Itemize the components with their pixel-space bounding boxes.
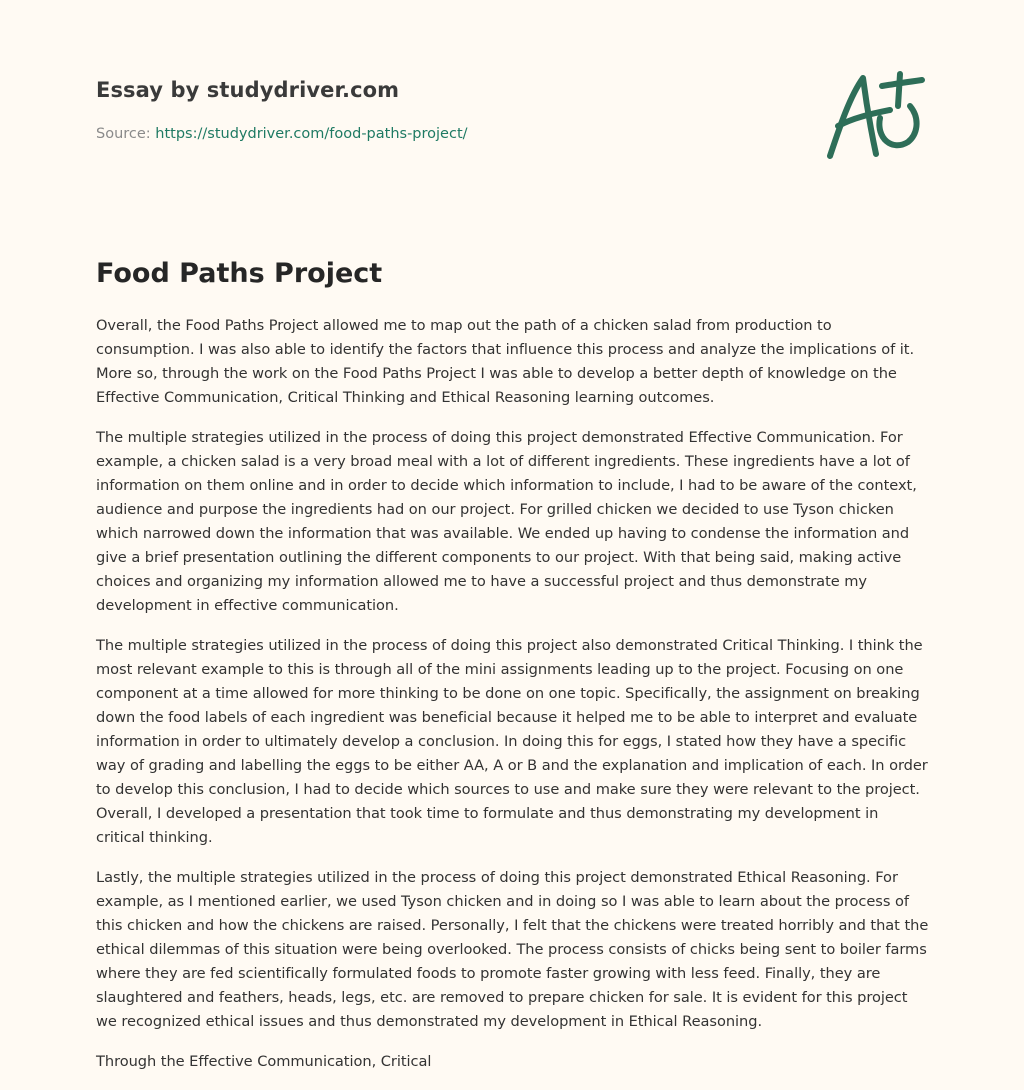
- paragraph: The multiple strategies utilized in the process of doing this project also demonstrated Critical Thinking. I think the most relevant example to this is through all of the mini assignments leading up to the project. Focusing on one component at a time allowed for more thinking to be done on one topic. Specifically, the assignment on breaking down the food labels of each ingredient was beneficial because it helped me to be able to interpret and evaluate information in order to ultimately develop a conclusion. In doing this for eggs, I stated how they have a specific way of grading and labelling the eggs to be either AA, A or B and the explanation and implication of each. In order to develop this conclusion, I had to decide which sources to use and make sure they were relevant to the project. Overall, I developed a presentation that took time to formulate and thus demonstrating my development in critical thinking.: [96, 637, 928, 846]
- paragraph: Through the Effective Communication, Critical: [96, 1053, 432, 1070]
- paragraph: Overall, the Food Paths Project allowed me to map out the path of a chicken salad from production to consumption. I was also able to identify the factors that influence this process and analyze the implications of it. More so, through the work on the Food Paths Project I was able to develop a better depth of knowledge on the Effective Communication, Critical Thinking and Ethical Reasoning learning outcomes.: [96, 317, 915, 406]
- paragraph: The multiple strategies utilized in the process of doing this project demonstrated Effective Communication. For example, a chicken salad is a very broad meal with a lot of different ingredients. These ingredients have a lot of information on them online and in order to decide which information to include, I had to be aware of the context, audience and purpose the ingredients had on our project. For grilled chicken we decided to use Tyson chicken which narrowed down the information that was available. We ended up having to condense the information and give a brief presentation outlining the different components to our project. With that being said, making active choices and organizing my information allowed me to have a successful project and thus demonstrate my development in effective communication.: [96, 429, 917, 614]
- source-label: Source:: [96, 126, 151, 142]
- essay-body: [96, 314, 930, 1090]
- site-brand: Essay by studydriver.com: [96, 78, 400, 102]
- source-link[interactable]: https://studydriver.com/food-paths-project/: [155, 126, 468, 142]
- source-line: [96, 124, 796, 144]
- paragraph: Lastly, the multiple strategies utilized in the process of doing this project demonstrated Ethical Reasoning. For example, as I mentioned earlier, we used Tyson chicken and in doing so I was able to learn about the process of this chicken and how the chickens are raised. Personally, I felt that the chickens were treated horribly and that the ethical dilemmas of this situation were being overlooked. The process consists of chicks being sent to boiler farms where they are fed scientifically formulated foods to promote faster growing with less feed. Finally, they are slaughtered and feathers, heads, legs, etc. are removed to prepare chicken for sale. It is evident for this project we recognized ethical issues and thus demonstrated my development in Ethical Reasoning.: [96, 869, 929, 1030]
- document-title: Food Paths Project: [96, 258, 383, 289]
- a-plus-grade-icon: [818, 66, 928, 166]
- essay-header: [96, 76, 796, 144]
